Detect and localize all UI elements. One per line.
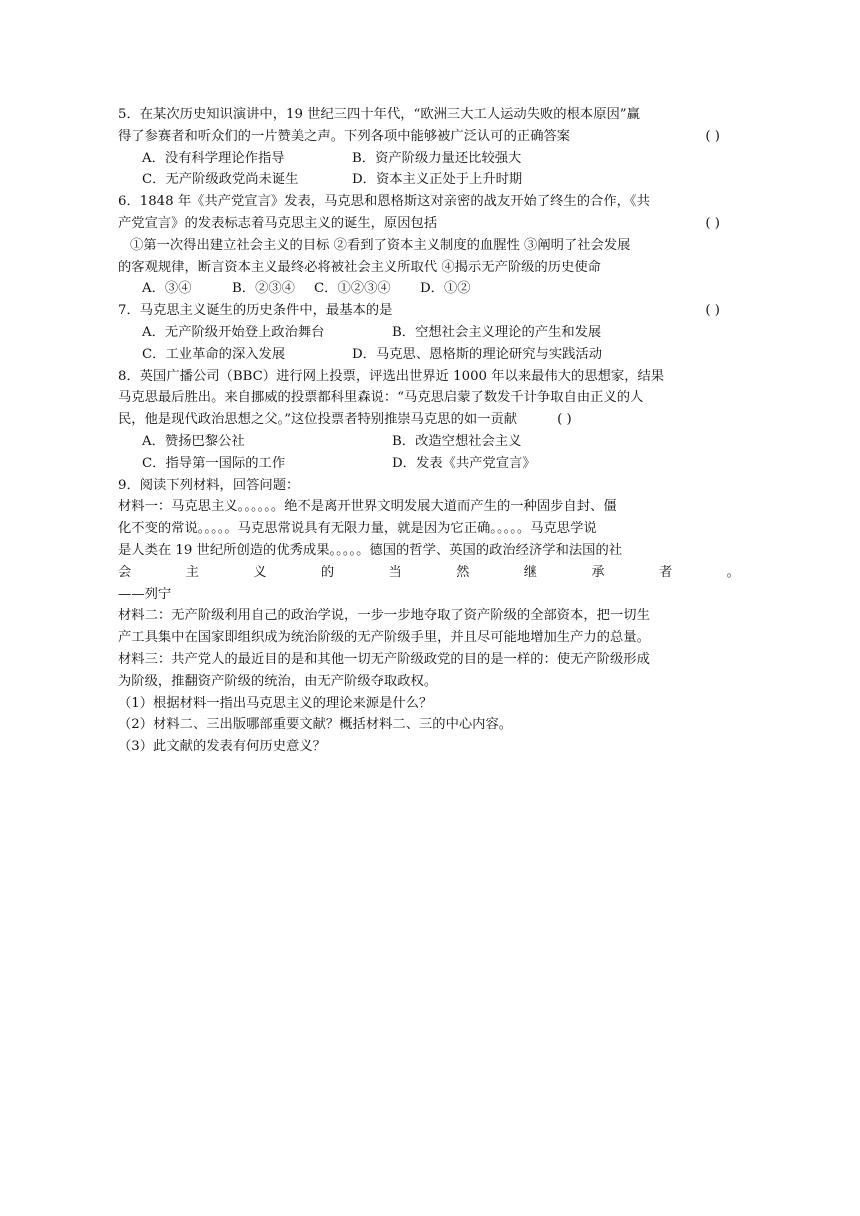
- q7-option-c: C．工业革命的深入发展: [142, 346, 286, 362]
- q8-options-row-2: [118, 453, 740, 475]
- q8-options-row-1: [118, 431, 740, 453]
- q8-option-d: D．发表《共产党宣言》: [392, 455, 536, 471]
- q7-option-a: A．无产阶级开始登上政治舞台: [142, 324, 325, 340]
- material-1-line-1: 材料一：马克思主义。。。。。。绝不是离开世界文明发展大道而产生的一种固步自封、僵: [118, 499, 617, 515]
- q7-option-d: D．马克思、恩格斯的理论研究与实践活动: [352, 346, 603, 362]
- material-1-line-2: 化不变的常说。。。。。马克思常说具有无限力量，就是因为它正确。。。。。马克思学说: [118, 521, 597, 537]
- q6-stem-text: 产党宣言》的发表标志着马克思主义的诞生，原因包括: [118, 215, 438, 231]
- material-2-line-2: 产工具集中在国家即组织成为统治阶级的无产阶级手里，并且尽可能地增加生产力的总量。: [118, 630, 650, 646]
- q8-stem-line-2: 马克思最后胜出。来自挪威的投票都科里森说：“马克思启蒙了数发千计争取自由正义的人: [118, 390, 644, 406]
- q5-option-b: B．资产阶级力量还比较强大: [352, 150, 522, 166]
- material-1-line-3: 是人类在 19 世纪所创造的优秀成果。。。。。德国的哲学、英国的政治经济学和法国的社: [118, 542, 623, 558]
- q5-answer-bracket: ( ): [705, 128, 720, 144]
- q6-option-d: D．①②: [420, 281, 471, 297]
- q8-answer-bracket: ( ): [557, 412, 572, 428]
- q7-option-b: B．空想社会主义理论的产生和发展: [392, 324, 602, 340]
- question-content: [118, 104, 740, 758]
- q8-stem-text: 民，他是现代政治思想之父。”这位投票者特别推崇马克思的如一贡献: [118, 412, 518, 428]
- material-1-char: 继: [523, 564, 538, 580]
- q5-option-d: D．资本主义正处于上升时期: [352, 172, 523, 188]
- material-2-line-1: 材料二：无产阶级利用自己的政治学说，一步一步地夺取了资产阶级的全部资本，把一切生: [118, 608, 650, 624]
- q8-stem-line-1: 8．英国广播公司（BBC）进行网上投票，评选出世界近 1000 年以来最伟大的思想家，结果: [118, 368, 665, 384]
- q5-options-row-2: [118, 169, 740, 191]
- q7-answer-bracket: ( ): [705, 303, 720, 319]
- q7-stem-text: 7．马克思主义诞生的历史条件中，最基本的是: [118, 303, 393, 319]
- q8-option-b: B．改造空想社会主义: [392, 433, 522, 449]
- material-1-source: ——列宁: [118, 586, 172, 602]
- q6-option-c: C．①②③④: [314, 281, 391, 297]
- material-1-line-4: [118, 562, 740, 584]
- material-3-line-1: 材料三：共产党人的最近目的是和其他一切无产阶级政党的目的是一样的：使无产阶级形成: [118, 651, 650, 667]
- material-1-char: 。: [726, 564, 740, 580]
- q9-subquestion-3: （3）此文献的发表有何历史意义？: [118, 739, 326, 755]
- material-1-char: 义: [253, 564, 267, 580]
- material-3-line-2: 为阶级，推翻资产阶级的统治，由无产阶级夺取政权。: [118, 673, 438, 689]
- material-1-char: 承: [591, 564, 605, 580]
- q8-option-c: C．指导第一国际的工作: [142, 455, 286, 471]
- q5-option-c: C．无产阶级政党尚未诞生: [142, 172, 299, 188]
- q6-stem-line-1: 6．1848 年《共产党宣言》发表，马克思和恩格斯这对亲密的战友开始了终生的合作，《共: [118, 194, 650, 210]
- material-1-char: 然: [456, 564, 470, 580]
- material-1-char: 者: [659, 564, 673, 580]
- q7-options-row-2: [118, 344, 740, 366]
- q6-statements-line-1: ①第一次得出建立社会主义的目标 ②看到了资本主义制度的血腥性 ③阐明了社会发展: [130, 237, 631, 253]
- q8-stem-line-3: [118, 409, 740, 431]
- q7-options-row-1: [118, 322, 740, 344]
- q6-answer-bracket: ( ): [705, 215, 720, 231]
- q9-subquestion-1: （1）根据材料一指出马克思主义的理论来源是什么？: [118, 695, 433, 711]
- q6-options-row: [118, 278, 740, 300]
- q6-statements-line-2: 的客观规律，断言资本主义最终必将被社会主义所取代 ④揭示无产阶级的历史使命: [118, 259, 601, 275]
- q8-option-a: A．赞扬巴黎公社: [142, 433, 245, 449]
- q5-stem-text: 得了参赛者和听众们的一片赞美之声。下列各项中能够被广泛认可的正确答案: [118, 128, 571, 144]
- material-1-char: 会: [118, 564, 132, 580]
- q6-stem-line-2: [118, 213, 740, 235]
- material-1-char: 主: [185, 564, 199, 580]
- q6-option-a: A．③④: [142, 281, 192, 297]
- q5-option-a: A．没有科学理论作指导: [142, 150, 285, 166]
- q5-options-row-1: [118, 148, 740, 170]
- q6-option-b: B．②③④: [232, 281, 295, 297]
- q9-intro: 9．阅读下列材料，回答问题：: [118, 477, 300, 493]
- q5-stem-line-1: 5．在某次历史知识演讲中，19 世纪三四十年代，“欧洲三大工人运动失败的根本原因”赢: [118, 107, 640, 122]
- q5-stem-line-2: [118, 126, 740, 148]
- q7-stem-line-1: [118, 300, 740, 322]
- q9-subquestion-2: （2）材料二、三出版哪部重要文献？概括材料二、三的中心内容。: [118, 717, 513, 733]
- material-1-char: 的: [320, 564, 335, 580]
- material-1-char: 当: [388, 564, 402, 580]
